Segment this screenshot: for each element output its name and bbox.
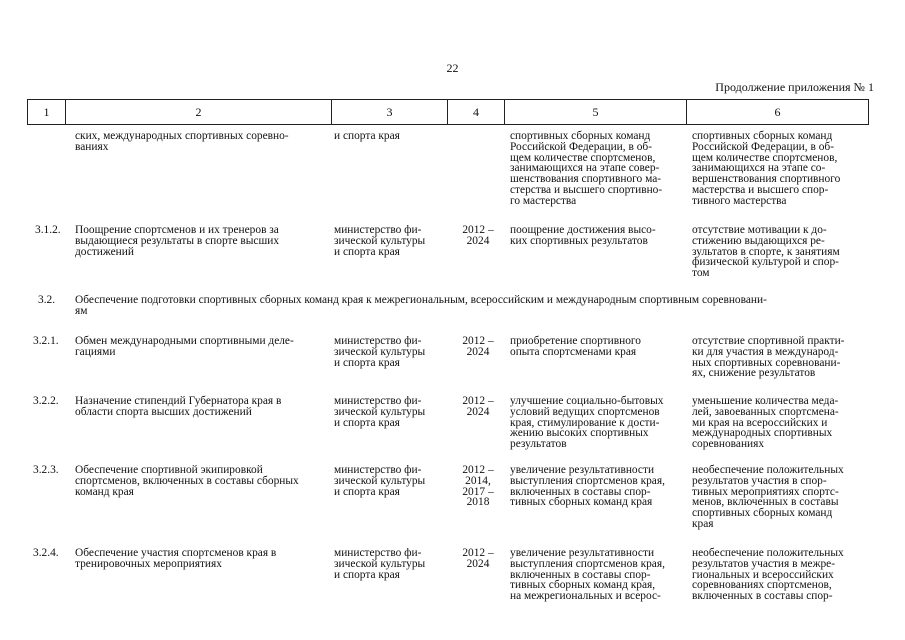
row-result: увеличение результативности выступления спортсменов края, включенных в составы спор- тивных сборных команд края, на межрегиональных и всерос- [510, 547, 665, 603]
row-name: Обмен международными спортивными деле- гациями [75, 335, 294, 358]
row-executor: министерство фи- зической культуры и спорта края [334, 547, 426, 581]
row-result: поощрение достижения высо- ких спортивных результатов [510, 224, 656, 247]
row-years: 2012 – 2024 [462, 395, 494, 418]
row-result: увеличение результативности выступления спортсменов края, включенных в составы спор- тивных сборных команд края [510, 464, 665, 509]
header-col-2: 2 [65, 99, 331, 125]
header-col-5: 5 [504, 99, 686, 125]
appendix-caption: Продолжение приложения № 1 [715, 80, 874, 94]
header-col-3: 3 [331, 99, 447, 125]
row-consequence: отсутствие спортивной практи- ки для участия в международ- ных спортивных соревновани- ях, снижение результатов [692, 335, 845, 380]
table-header [27, 99, 869, 125]
header-col-1: 1 [27, 99, 65, 125]
row-years: 2012 – 2014, 2017 – 2018 [462, 464, 494, 509]
row-name: Назначение стипендий Губернатора края в области спорта высших достижений [75, 395, 282, 418]
section-title: Обеспечение подготовки спортивных сборных команд края к межрегиональным, всероссийским и международным спортивным соревновани- [75, 294, 767, 306]
row-executor: министерство фи- зической культуры и спорта края [334, 464, 426, 498]
row-result: улучшение социально-бытовых условий ведущих спортсменов края, стимулирование к дости- жению высоких спортивных результатов [510, 395, 664, 451]
row-number: 3.2.1. [33, 335, 59, 347]
row-consequence: необеспечение положительных результатов участия в спор- тивных мероприятиях спортс- менов, включенных в составы спортивных сборных команд края [692, 464, 844, 530]
row-executor: министерство фи- зической культуры и спорта края [334, 395, 426, 429]
row-number: 3.2.2. [33, 395, 59, 407]
row-consequence: уменьшение количества меда- лей, завоеванных спортсмена- ми края на всероссийских и международных спортивных соревнованиях [692, 395, 839, 451]
continuation-name: ских, международных спортивных соревно- ваниях [75, 130, 289, 153]
continuation-executor: и спорта края [334, 130, 400, 142]
header-col-4: 4 [447, 99, 504, 125]
row-name: Обеспечение спортивной экипировкой спортсменов, включенных в составы сборных команд края [75, 464, 299, 498]
row-name: Поощрение спортсменов и их тренеров за выдающиеся результаты в спорте высших достижений [75, 224, 280, 258]
continuation-consequence: спортивных сборных команд Российской Федерации, в об- щем количестве спортсменов, занимающихся на этапе со- вершенствования спортивного мастерства и высшего спор- тивного мастерства [692, 130, 841, 207]
row-executor: министерство фи- зической культуры и спорта края [334, 224, 426, 258]
row-consequence: отсутствие мотивации к до- стижению выдающихся ре- зультатов в спорте, к занятиям физической культурой и спор- том [692, 224, 840, 280]
row-name: Обеспечение участия спортсменов края в тренировочных мероприятиях [75, 547, 277, 570]
continuation-result: спортивных сборных команд Российской Федерации, в об- щем количестве спортсменов, занимающихся на этапе совер- шенствования спортивного ма- стерства и высшего спортивно- го мастерства [510, 130, 663, 207]
section-title-continued: ям [75, 305, 88, 317]
row-years: 2012 – 2024 [462, 335, 494, 358]
header-col-6: 6 [686, 99, 869, 125]
row-result: приобретение спортивного опыта спортсменами края [510, 335, 641, 358]
row-years: 2012 – 2024 [462, 547, 494, 570]
row-executor: министерство фи- зической культуры и спорта края [334, 335, 426, 369]
row-number: 3.2.3. [33, 464, 59, 476]
row-years: 2012 – 2024 [462, 224, 494, 247]
page-number: 22 [446, 61, 459, 75]
row-number: 3.1.2. [35, 224, 61, 236]
row-number: 3.2.4. [33, 547, 59, 559]
row-consequence: необеспечение положительных результатов участия в межре- гиональных и всероссийских соревнованиях спортсменов, включенных в составы спор- [692, 547, 844, 603]
section-number: 3.2. [38, 294, 56, 306]
